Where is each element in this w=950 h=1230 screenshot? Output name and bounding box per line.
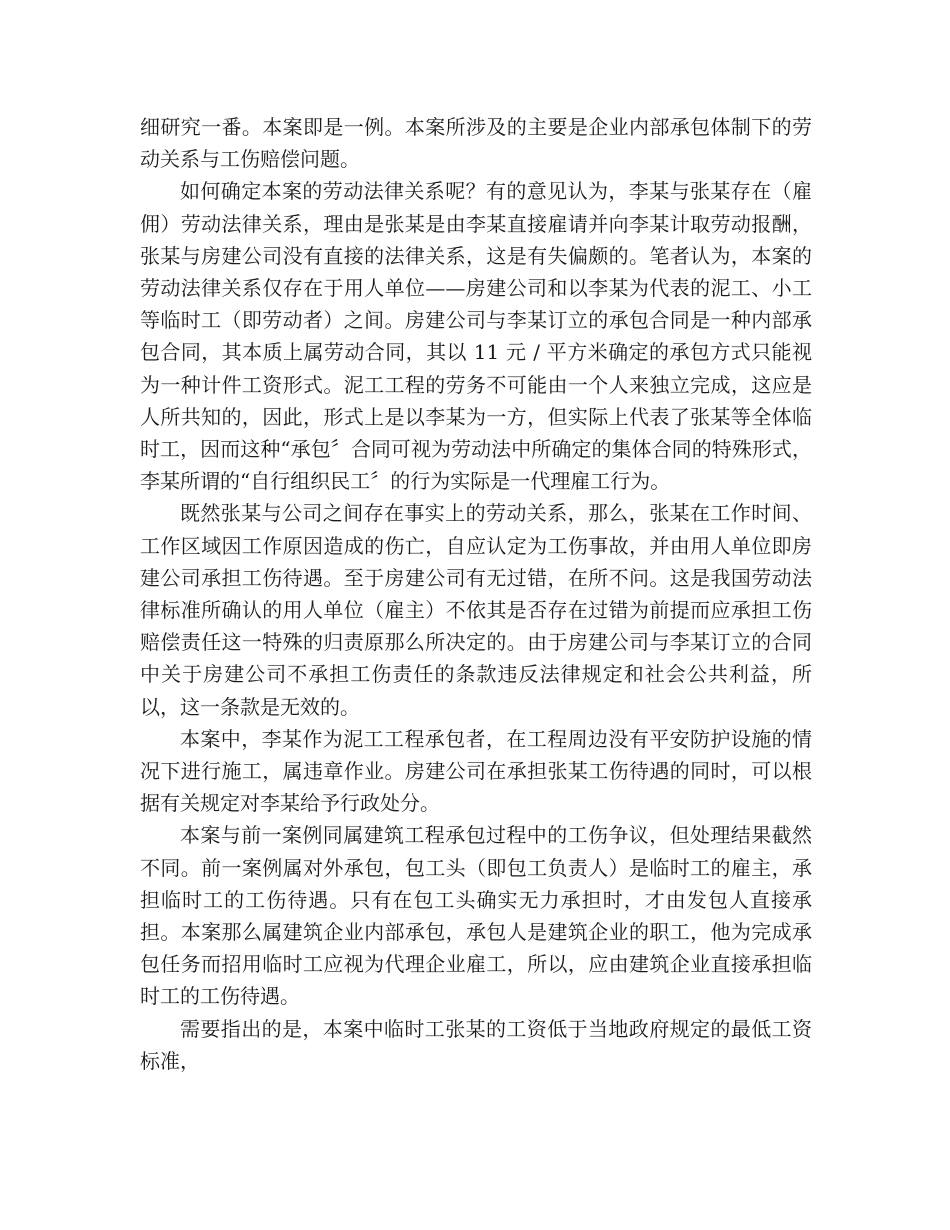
document-body bbox=[140, 111, 812, 1077]
paragraph-labor-relation: 如何确定本案的劳动法律关系呢？有的意见认为，李某与张某存在（雇佣）劳动法律关系，理由是张某是由李某直接雇请并向李某计取劳动报酬，张某与房建公司没有直接的法律关系，这是有失偏颇的。笔者认为，本案的劳动法律关系仅存在于用人单位——房建公司和以李某为代表的泥工、小工等临时工（即劳动者）之间。房建公司与李某订立的承包合同是一种内部承包合同，其本质上属劳动合同，其以 11 元 / 平方米确定的承包方式只能视为一种计件工资形式。泥工工程的劳务不可能由一个人来独立完成，这应是人所共知的，因此，形式上是以李某为一方，但实际上代表了张某等全体临时工，因而这种“承包〞合同可视为劳动法中所确定的集体合同的特殊形式，李某所谓的“自行组织民工〞的行为实际是一代理雇工行为。 bbox=[140, 179, 812, 494]
paragraph-work-injury: 既然张某与公司之间存在事实上的劳动关系，那么，张某在工作时间、工作区域因工作原因造成的伤亡，自应认定为工伤事故，并由用人单位即房建公司承担工伤待遇。至于房建公司有无过错，在所不问。这是我国劳动法律标准所确认的用人单位（雇主）不依其是否存在过错为前提而应承担工伤赔偿责任这一特殊的归责原那么所决定的。由于房建公司与李某订立的合同中关于房建公司不承担工伤责任的条款违反法律规定和社会公共利益，所以，这一条款是无效的。 bbox=[140, 501, 812, 719]
paragraph-comparison: 本案与前一案例同属建筑工程承包过程中的工伤争议，但处理结果截然不同。前一案例属对外承包，包工头（即包工负责人）是临时工的雇主，承担临时工的工伤待遇。只有在包工头确实无力承担时，才由发包人直接承担。本案那么属建筑企业内部承包，承包人是建筑企业的职工，他为完成承包任务而招用临时工应视为代理企业雇工，所以，应由建筑企业直接承担临时工的工伤待遇。 bbox=[140, 823, 812, 1009]
paragraph-minimum-wage: 需要指出的是，本案中临时工张某的工资低于当地政府规定的最低工资标准， bbox=[140, 1016, 812, 1073]
paragraph-violation: 本案中，李某作为泥工工程承包者，在工程周边没有平安防护设施的情况下进行施工，属违章作业。房建公司在承担张某工伤待遇的同时，可以根据有关规定对李某给予行政处分。 bbox=[140, 726, 812, 816]
paragraph-continuation: 细研究一番。本案即是一例。本案所涉及的主要是企业内部承包体制下的劳动关系与工伤赔偿问题。 bbox=[140, 115, 812, 172]
